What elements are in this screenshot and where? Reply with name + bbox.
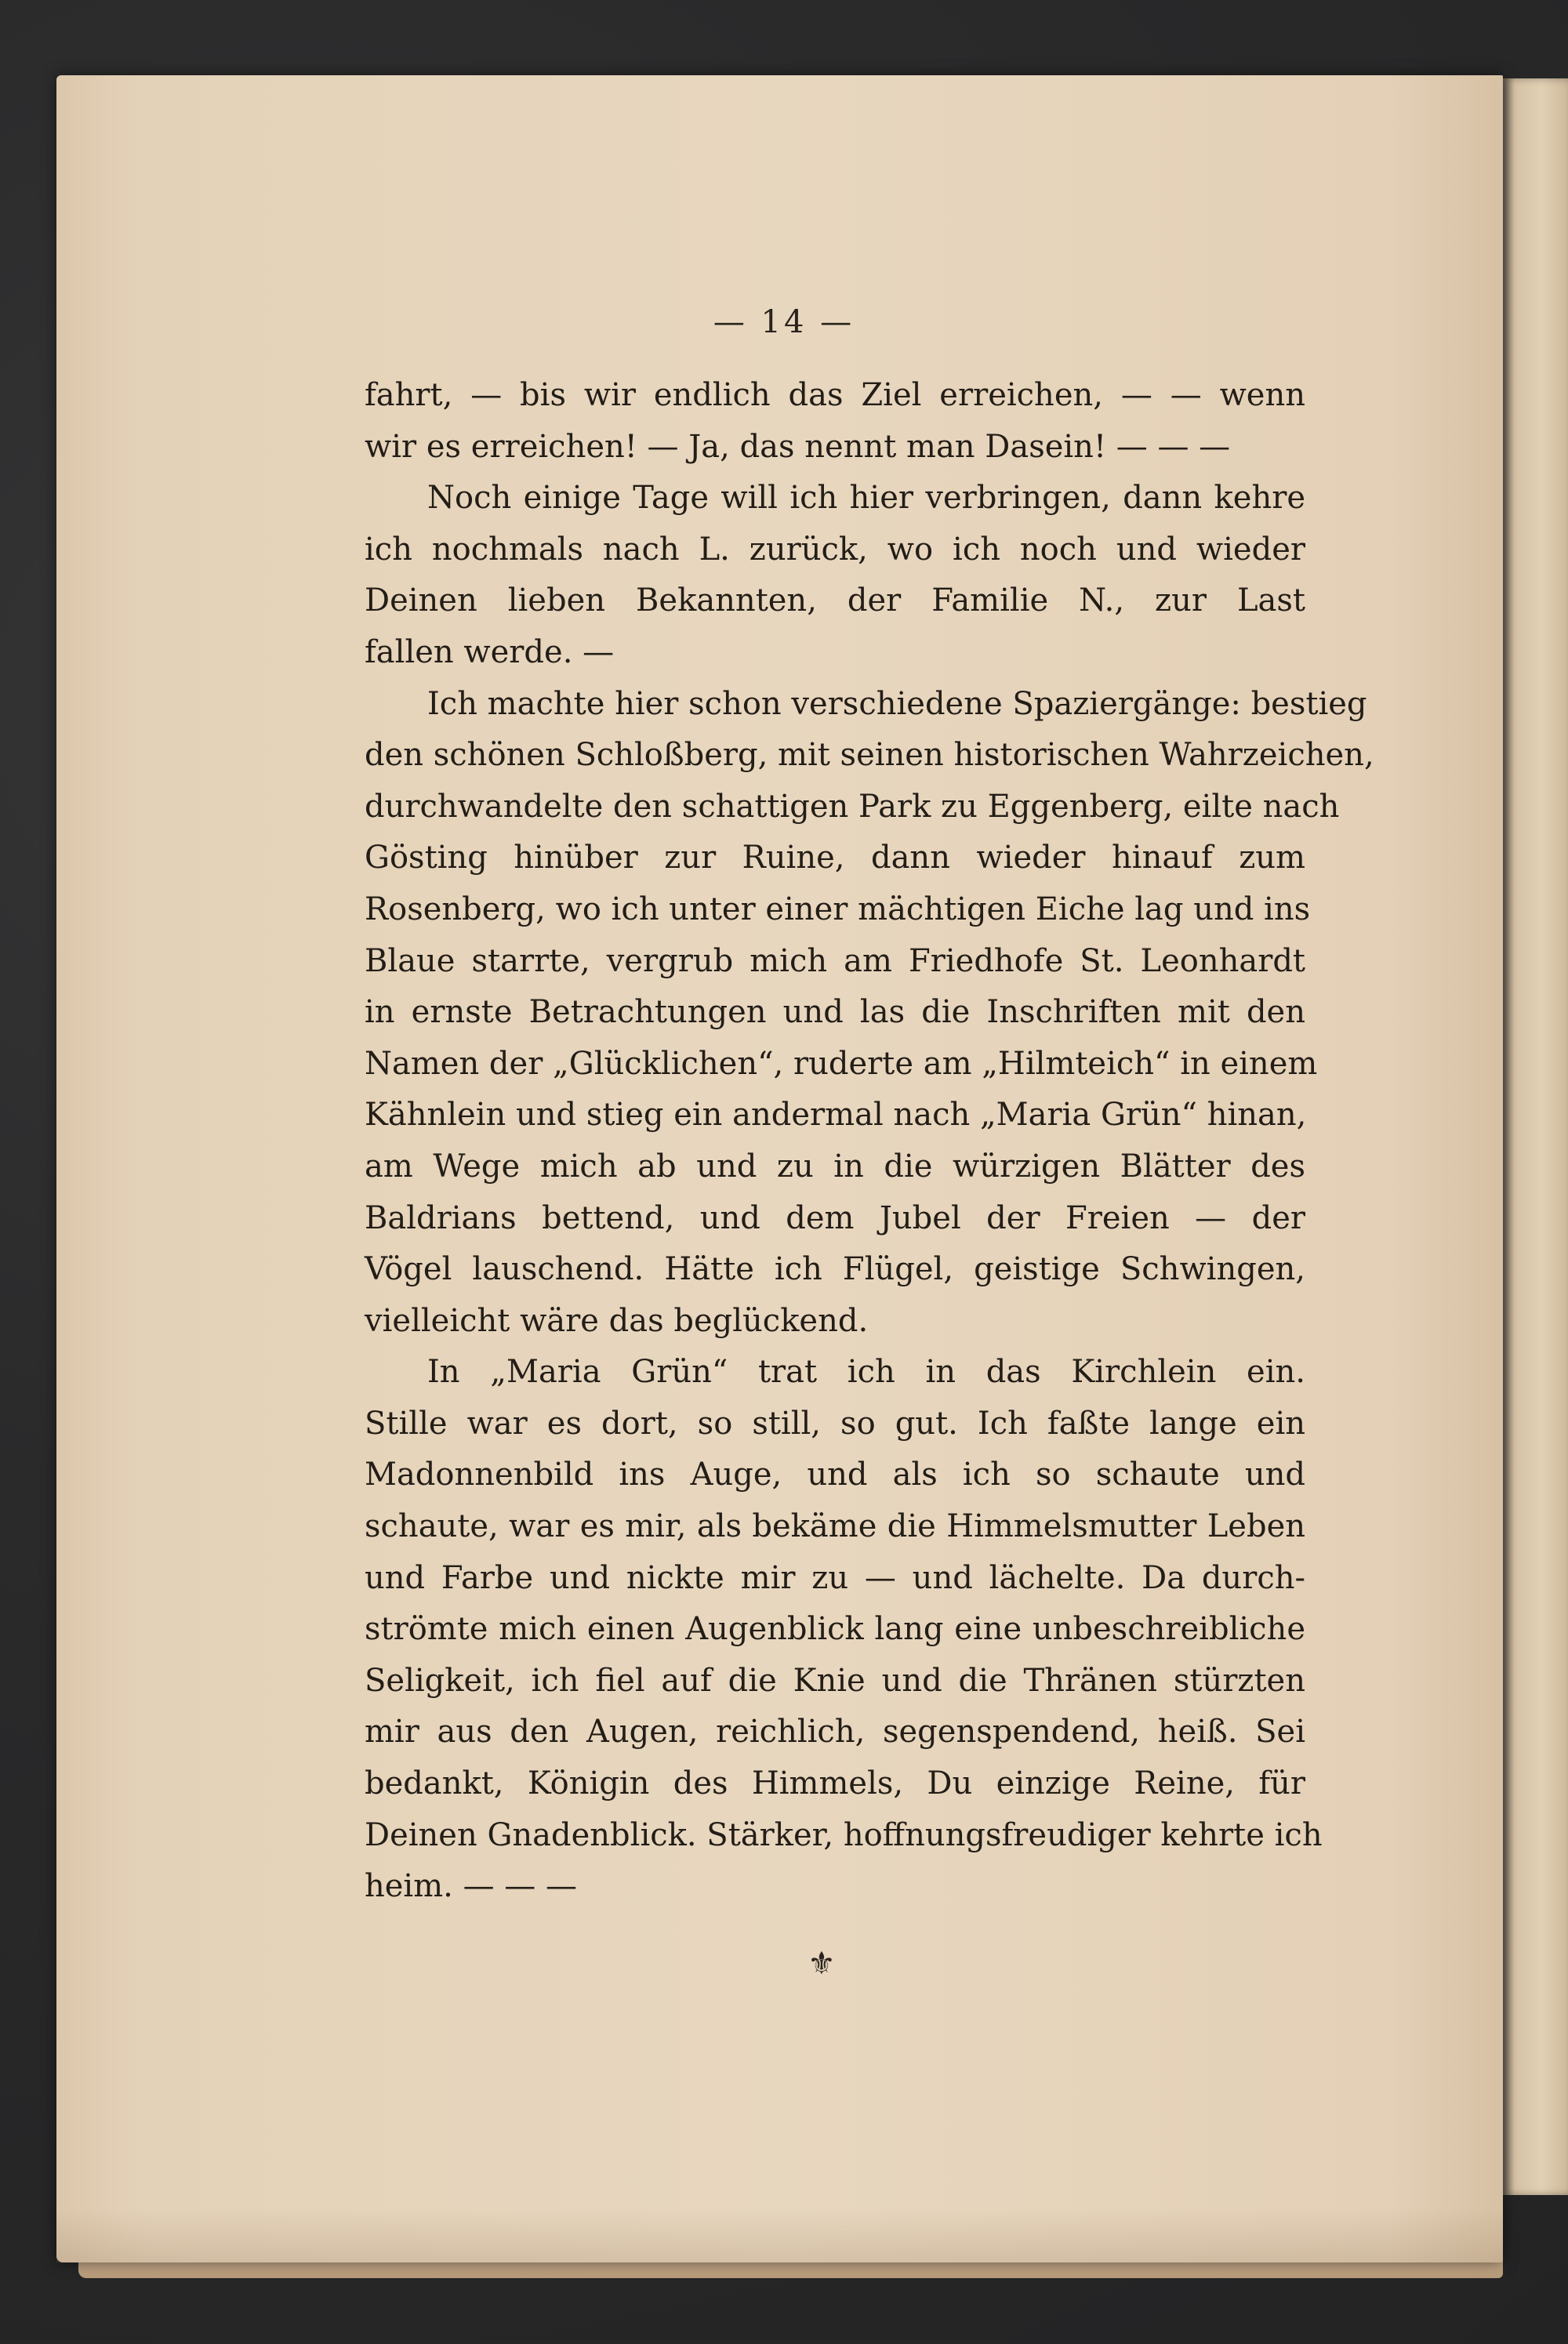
text-line: Vögel lauschend. Hätte ich Flügel, geistige Schwingen,: [365, 1251, 1305, 1288]
text-line: Namen der „Glücklichen“, ruderte am „Hilmteich“ in einem: [365, 1045, 1318, 1082]
text-line: ich nochmals nach L. zurück, wo ich noch und wieder: [365, 531, 1305, 568]
text-line: Deinen Gnadenblick. Stärker, hoffnungsfreudiger kehrte ich: [365, 1816, 1323, 1853]
text-line: Ich machte hier schon verschiedene Spaziergänge: bestieg: [427, 685, 1367, 722]
text-line: strömte mich einen Augenblick lang eine unbeschreibliche: [365, 1611, 1305, 1648]
text-line: vielleicht wäre das beglückend.: [365, 1302, 869, 1339]
text-line: den schönen Schloßberg, mit seinen historischen Wahrzeichen,: [365, 737, 1374, 774]
text-line: Seligkeit, ich fiel auf die Knie und die Thränen stürzten: [365, 1662, 1305, 1699]
text-line: In „Maria Grün“ trat ich in das Kirchlein ein.: [427, 1354, 1305, 1391]
text-line: wir es erreichen! — Ja, das nennt man Dasein! — — —: [365, 428, 1231, 465]
text-line: Gösting hinüber zur Ruine, dann wieder hinauf zum: [365, 840, 1305, 876]
text-line: Baldrians bettend, und dem Jubel der Freien — der: [365, 1199, 1305, 1236]
text-line: Deinen lieben Bekannten, der Familie N., zur Last: [365, 582, 1305, 619]
text-line: heim. — — —: [365, 1868, 578, 1905]
text-line: Noch einige Tage will ich hier verbringen, dann kehre: [427, 480, 1305, 517]
text-line: fahrt, — bis wir endlich das Ziel erreichen, — — wenn: [365, 377, 1305, 413]
text-line: Rosenberg, wo ich unter einer mächtigen Eiche lag und ins: [365, 891, 1311, 927]
text-line: Blaue starrte, vergrub mich am Friedhofe St. Leonhardt: [365, 942, 1305, 979]
text-line: mir aus den Augen, reichlich, segenspendend, heiß. Sei: [365, 1714, 1305, 1751]
text-line: am Wege mich ab und zu in die würzigen Blätter des: [365, 1148, 1305, 1185]
text-line: durchwandelte den schattigen Park zu Eggenberg, eilte nach: [365, 788, 1340, 825]
text-line: Stille war es dort, so still, so gut. Ich faßte lange ein: [365, 1405, 1305, 1442]
text-line: Kähnlein und stieg ein andermal nach „Maria Grün“ hinan,: [365, 1097, 1307, 1134]
text-line: fallen werde. —: [365, 633, 615, 670]
ornament-icon: ⚜: [808, 1946, 836, 1982]
text-line: bedankt, Königin des Himmels, Du einzige Reine, für: [365, 1765, 1305, 1802]
body-text: [365, 370, 1374, 1913]
text-line: Madonnenbild ins Auge, und als ich so schaute und: [365, 1457, 1305, 1493]
page-number-header: — 14 —: [713, 304, 855, 340]
text-line: und Farbe und nickte mir zu — und lächelte. Da durch-: [365, 1559, 1305, 1596]
next-page-edge: [1503, 78, 1568, 2195]
text-line: schaute, war es mir, als bekäme die Himmelsmutter Leben: [365, 1508, 1305, 1545]
text-line: in ernste Betrachtungen und las die Inschriften mit den: [365, 994, 1305, 1031]
